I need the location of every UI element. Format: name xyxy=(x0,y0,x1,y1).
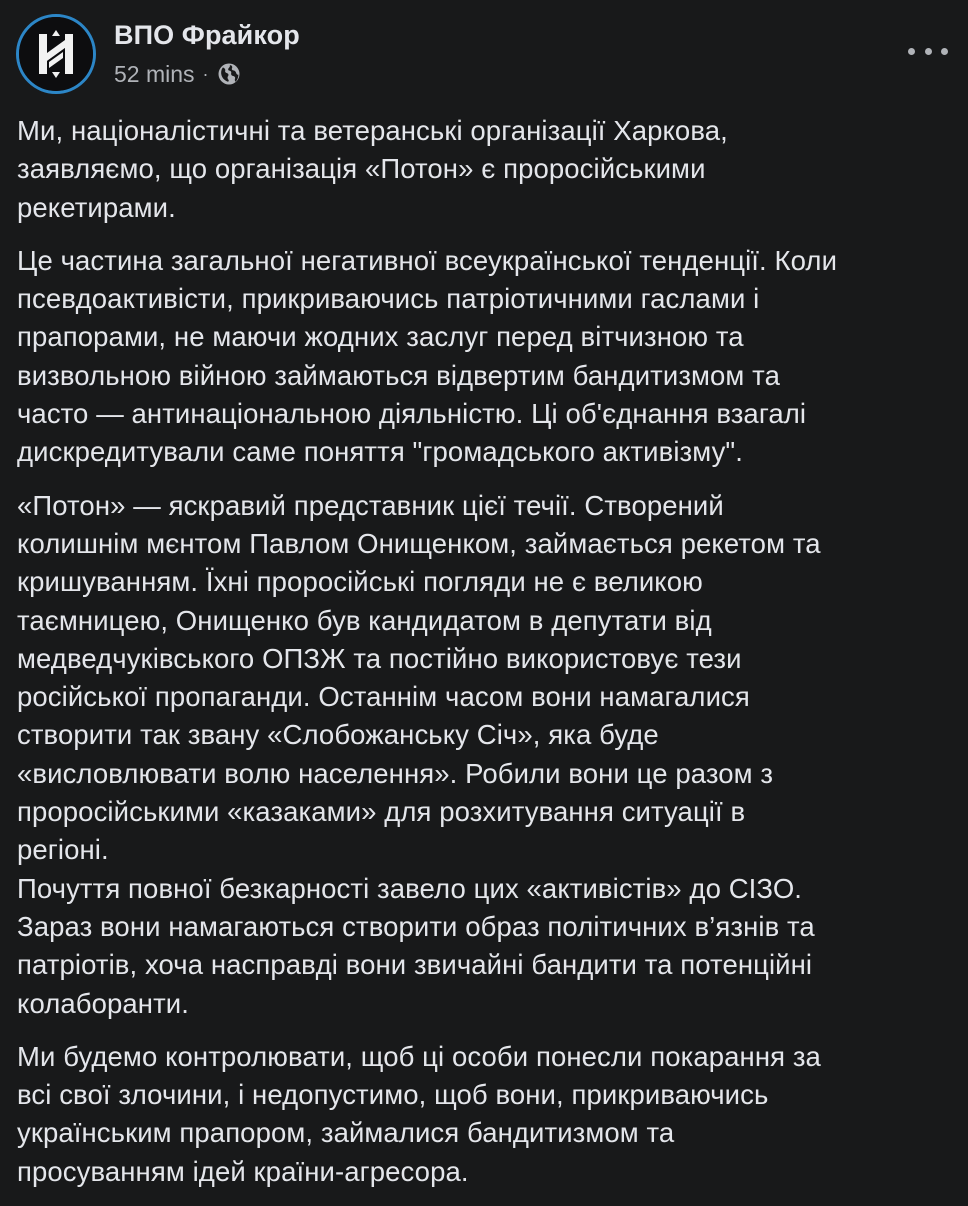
more-options-button[interactable] xyxy=(908,36,948,66)
post-paragraph xyxy=(17,112,957,227)
post-timestamp[interactable]: 52 mins xyxy=(114,60,195,87)
post-text-line: кришуванням. Їхні проросійські погляди не є великою xyxy=(17,566,703,598)
post-text-line: медведчуківського ОПЗЖ та постійно використовує тези xyxy=(17,642,742,674)
more-dot xyxy=(941,48,948,55)
post-text-line: Ми будемо контролювати, щоб ці особи понесли покарання за xyxy=(17,1040,821,1072)
post-text-line: колишнім мєнтом Павлом Онищенком, займається рекетом та xyxy=(17,527,821,559)
post-text xyxy=(17,112,957,1206)
post-text-line: всі свої злочини, і недопустимо, щоб вони, прикриваючись xyxy=(17,1079,769,1111)
logo-icon xyxy=(19,17,93,91)
meta-separator: · xyxy=(202,63,209,84)
post-text-line: Зараз вони намагаються створити образ політичних в’язнів та xyxy=(17,910,815,942)
post-text-line: проросійськими «казаками» для розхитування ситуації в xyxy=(17,796,746,828)
post-text-line: російської пропаганди. Останнім часом вони намагалися xyxy=(17,681,750,713)
more-dot xyxy=(925,48,932,55)
post-text-line: створити так звану «Слобожанську Січ», яка буде xyxy=(17,719,659,751)
post-text-line: рекетирами. xyxy=(17,191,176,223)
post-meta xyxy=(114,60,241,88)
post-text-line: «висловлювати волю населення». Робили вони це разом з xyxy=(17,757,774,789)
post-author-name[interactable]: ВПО Фрайкор xyxy=(114,20,300,50)
post-paragraph xyxy=(17,1038,957,1191)
post-text-line: просуванням ідей країни-агресора. xyxy=(17,1155,469,1187)
post-paragraph xyxy=(17,242,957,472)
post-text-line: заявляємо, що організація «Потон» є проросійськими xyxy=(17,153,706,185)
post-text-line: колаборанти. xyxy=(17,987,189,1019)
post-text-line: патріотів, хоча насправді вони звичайні бандити та потенційні xyxy=(17,949,813,981)
post-text-line: псевдоактивісти, прикриваючись патріотичними гаслами і xyxy=(17,283,760,315)
post-header xyxy=(16,14,952,94)
post-text-line: «Потон» — яскравий представник цієї течії. Створений xyxy=(17,489,724,521)
more-horizontal-icon xyxy=(908,48,915,55)
post-text-line: Почуття повної безкарності завело цих «активістів» до СІЗО. xyxy=(17,872,803,904)
post-text-line: Ми, націоналістичні та ветеранські організації Харкова, xyxy=(17,115,728,146)
post-text-line: дискредитували саме поняття "громадського активізму". xyxy=(17,436,744,468)
post-text-line: визвольною війною займаються відвертим бандитизмом та xyxy=(17,359,780,391)
post-text-line: часто — антинаціональною діяльністю. Ці об'єднання взагалі xyxy=(17,398,807,430)
post-text-line: регіоні. xyxy=(17,834,109,866)
post-text-line: прапорами, не маючи жодних заслуг перед вітчизною та xyxy=(17,321,744,353)
avatar[interactable] xyxy=(16,14,96,94)
post-text-line: таємницею, Онищенко був кандидатом в депутати від xyxy=(17,604,712,636)
globe-icon[interactable] xyxy=(217,62,241,86)
post-text-line: українським прапором, займалися бандитизмом та xyxy=(17,1117,675,1149)
post-paragraph xyxy=(17,487,957,1023)
post-text-line: Це частина загальної негативної всеукраїнської тенденції. Коли xyxy=(17,244,838,276)
